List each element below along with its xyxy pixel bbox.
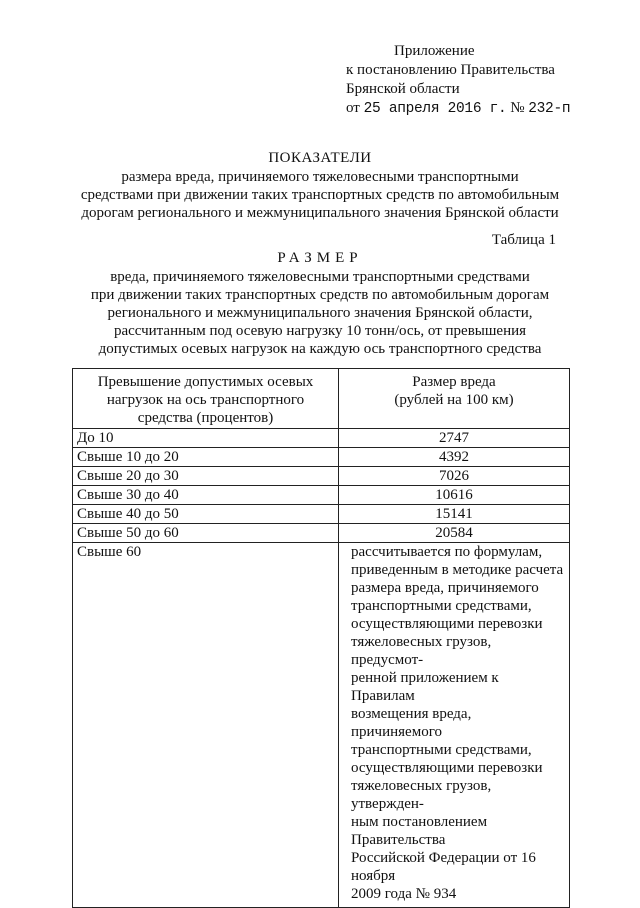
size-heading: РАЗМЕР — [277, 250, 363, 266]
formula-line: тяжеловесных грузов, утвержден- — [351, 778, 492, 812]
appendix-decree-line: к постановлению Правительства — [346, 62, 555, 78]
indicators-heading: ПОКАЗАТЕЛИ — [268, 150, 372, 166]
table-header-row — [73, 369, 570, 429]
table-row — [73, 448, 570, 467]
table-row — [73, 486, 570, 505]
header-excess-percent — [73, 369, 339, 429]
formula-line: 2009 года № 934 — [351, 886, 457, 902]
range-cell: Свыше 60 — [73, 543, 339, 908]
header-text: Превышение допустимых осевых — [97, 374, 314, 390]
value-cell: 7026 — [339, 467, 570, 486]
size-line: при движении таких транспортных средств по автомобильным дорогам — [90, 287, 550, 303]
formula-line: Российской Федерации от 16 ноября — [351, 850, 536, 884]
size-line: вреда, причиняемого тяжеловесными транспортными средствами — [110, 269, 530, 285]
size-title-block — [0, 249, 640, 358]
date-prefix: от — [346, 100, 360, 116]
header-text: Размер вреда — [412, 374, 496, 390]
header-text: нагрузок на ось транспортного — [106, 392, 305, 408]
formula-line: приведенным в методике расчета — [351, 562, 564, 578]
size-line: рассчитанным под осевую нагрузку 10 тонн/ось, от превышения — [113, 323, 527, 339]
size-line: регионального и межмуниципального значения Брянской области, — [107, 305, 533, 321]
range-cell: Свыше 50 до 60 — [73, 524, 339, 543]
table-row — [73, 467, 570, 486]
table-row-over-60 — [73, 543, 570, 908]
decree-number: 232-п — [528, 101, 571, 117]
formula-line: ным постановлением Правительства — [351, 814, 488, 848]
range-cell: Свыше 30 до 40 — [73, 486, 339, 505]
indicators-line: средствами при движении таких транспортных средств по автомобильным — [80, 187, 560, 203]
range-cell: Свыше 40 до 50 — [73, 505, 339, 524]
indicators-line: дорогам регионального и межмуниципального значения Брянской области — [81, 205, 559, 221]
formula-line: транспортными средствами, — [351, 742, 532, 758]
value-cell: 2747 — [339, 429, 570, 448]
range-cell: Свыше 20 до 30 — [73, 467, 339, 486]
table-number: Таблица 1 — [491, 232, 556, 248]
size-line: допустимых осевых нагрузок на каждую ось транспортного средства — [98, 341, 542, 357]
appendix-date-line — [346, 99, 570, 119]
header-text: (рублей на 100 км) — [394, 392, 514, 408]
appendix-title: Приложение — [394, 43, 475, 59]
number-sign: № — [510, 100, 525, 116]
harm-table — [72, 368, 570, 908]
value-cell: 10616 — [339, 486, 570, 505]
table-row — [73, 505, 570, 524]
formula-line: размера вреда, причиняемого — [351, 580, 539, 596]
formula-line: ренной приложением к Правилам — [351, 670, 499, 704]
header-text: средства (процентов) — [137, 410, 274, 426]
date-value: 25 апреля 2016 г. — [363, 101, 507, 117]
formula-line: осуществляющими перевозки — [351, 760, 543, 776]
formula-line: тяжеловесных грузов, предусмот- — [351, 634, 492, 668]
indicators-line: размера вреда, причиняемого тяжеловесными транспортными — [121, 169, 519, 185]
formula-line: осуществляющими перевозки — [351, 616, 543, 632]
header-harm-amount — [339, 369, 570, 429]
range-cell: До 10 — [73, 429, 339, 448]
value-cell: 20584 — [339, 524, 570, 543]
appendix-region-line: Брянской области — [346, 81, 460, 97]
range-cell: Свыше 10 до 20 — [73, 448, 339, 467]
appendix-block — [346, 42, 570, 119]
value-cell: 4392 — [339, 448, 570, 467]
value-cell: 15141 — [339, 505, 570, 524]
formula-note-cell — [339, 543, 570, 908]
formula-line: транспортными средствами, — [351, 598, 532, 614]
formula-line: возмещения вреда, причиняемого — [351, 706, 472, 740]
table-row — [73, 429, 570, 448]
indicators-title-block — [0, 149, 640, 222]
table-row — [73, 524, 570, 543]
formula-line: рассчитывается по формулам, — [351, 544, 543, 560]
